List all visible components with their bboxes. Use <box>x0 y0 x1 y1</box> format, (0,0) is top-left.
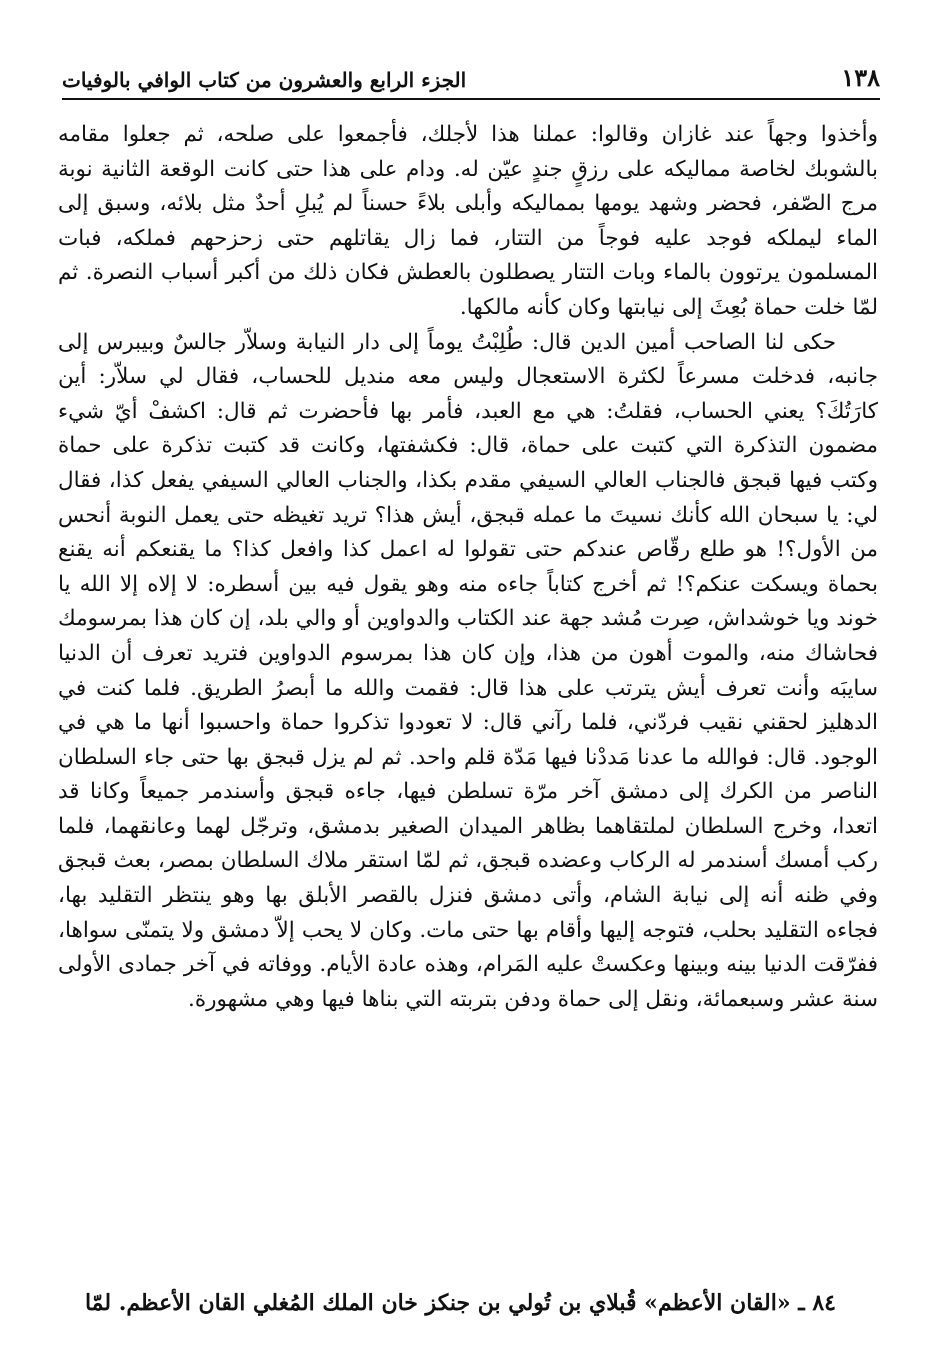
paragraph-2: حكى لنا الصاحب أمين الدين قال: طُلِبْتُ يوماً إلى دار النيابة وسلاّر جالسٌ وبيبرس إلى جانبه، فدخلت مسرعاً لكثرة الاستعجال وليس معه منديل للحساب، فقال لي سلاّر: أين كارَتُكَ؟ يعني الحساب، فقلتُ: هي مع العبد، فأمر بها فأحضرت ثم قال: اكشفْ أيّ شيء مضمون التذكرة التي كتبت على حماة، قال: فكشفتها، وكانت قد كتبت تذكرة على حماة وكتب فيها قبجق فالجناب العالي السيفي مقدم بكذا، والجناب العالي السيفي يفعل كذا، فقال لي: يا سبحان الله كأنك نسيتَ ما عمله قبجق، أيش هذا؟ تريد تغيظه حتى يعمل النوبة أنحس من الأول؟! هو طلع رقّاص عندكم حتى تقولوا له اعمل كذا وافعل كذا؟ ما يقنعكم أنه يقنع بحماة ويسكت عنكم؟! ثم أخرج كتاباً جاءه منه وهو يقول فيه بين أسطره: لا إلاه إلا الله يا خوند ويا خوشداش، صِرت مُشد جهة عند الكتاب والدواوين أو والي بلد، إن كان هذا بمرسومك فحاشاك منه، والموت أهون من هذا، وإن كان هذا بمرسوم الدواوين فتريد تعرف أن الدنيا سايبَه وأنت تعرف أيش يترتب على هذا قال: فقمت والله ما أبصرُ الطريق. فلما كنت في الدهليز لحقني نقيب فردّني، فلما رآني قال: لا تعودوا تذكروا حماة واحسبوا أنها ما هي في الوجود. قال: فوالله ما عدنا مَددْنا فيها مَدّة قلم واحد. ثم لم يزل قبجق بها حتى جاء السلطان الناصر من الكرك إلى دمشق آخر مرّة تسلطن فيها، جاءه قبجق وأسندمر جميعاً وكانا قد اتعدا، وخرج السلطان لملتقاهما بظاهر الميدان الصغير بدمشق، وترجّل لهما وعانقهما، فلما ركب أمسك أسندمر له الركاب وعضده قبجق، ثم لمّا استقر ملاك السلطان بمصر، بعث قبجق وفي ظنه أنه إلى نيابة الشام، وأتى دمشق فنزل بالقصر الأبلق بها وهو ينتظر التقليد بها، فجاءه التقليد بحلب، فتوجه إليها وأقام بها حتى مات. وكان لا يحب إلاّ دمشق ولا يتمنّى سواها، ففرّقت الدنيا بينه وبينها وعكستْ عليه المَرام، وهذه عادة الأيام. ووفاته في آخر جمادى الأولى سنة عشر وسبعمائة، ونقل إلى حماة ودفن بتربته التي بناها فيها وهي مشهورة. <box>58 329 879 1012</box>
page-number: ١٣٨ <box>841 63 880 92</box>
paragraph-1: وأخذوا وجهاً عند غازان وقالوا: عملنا هذا لأجلك، فأجمعوا على صلحه، ثم جعلوا مقامه بالشوبك لخاصة مماليكه على رزقٍ جندٍ عيّن له. ودام على هذا حتى كانت الوقعة الثانية نوبة مرج الصّفر، فحضر وشهد يومها بمماليكه وأبلى بلاءً حسناً لم يُبلِ أحدٌ مثل بلائه، وسبق إلى الماء ليملكه فوجد عليه فوجاً من التتار، فما زال يقاتلهم حتى زحزحهم فملكه، فبات المسلمون يرتوون بالماء وبات التتار يصطلون بالعطش فكان ذلك من أكبر أسباب النصرة. ثم لمّا خلت حماة بُعِثَ إلى نيابتها وكان كأنه مالكها. <box>58 122 878 320</box>
running-header <box>62 52 880 100</box>
body-text <box>58 118 878 1017</box>
biography-entry-heading: ٨٤ ـ «القان الأعظم» قُبلاي بن تُولي بن جنكز خان الملك المُغلي القان الأعظم. لمّا <box>84 1290 836 1316</box>
header-title: الجزء الرابع والعشرون من كتاب الوافي بالوفيات <box>62 68 467 92</box>
